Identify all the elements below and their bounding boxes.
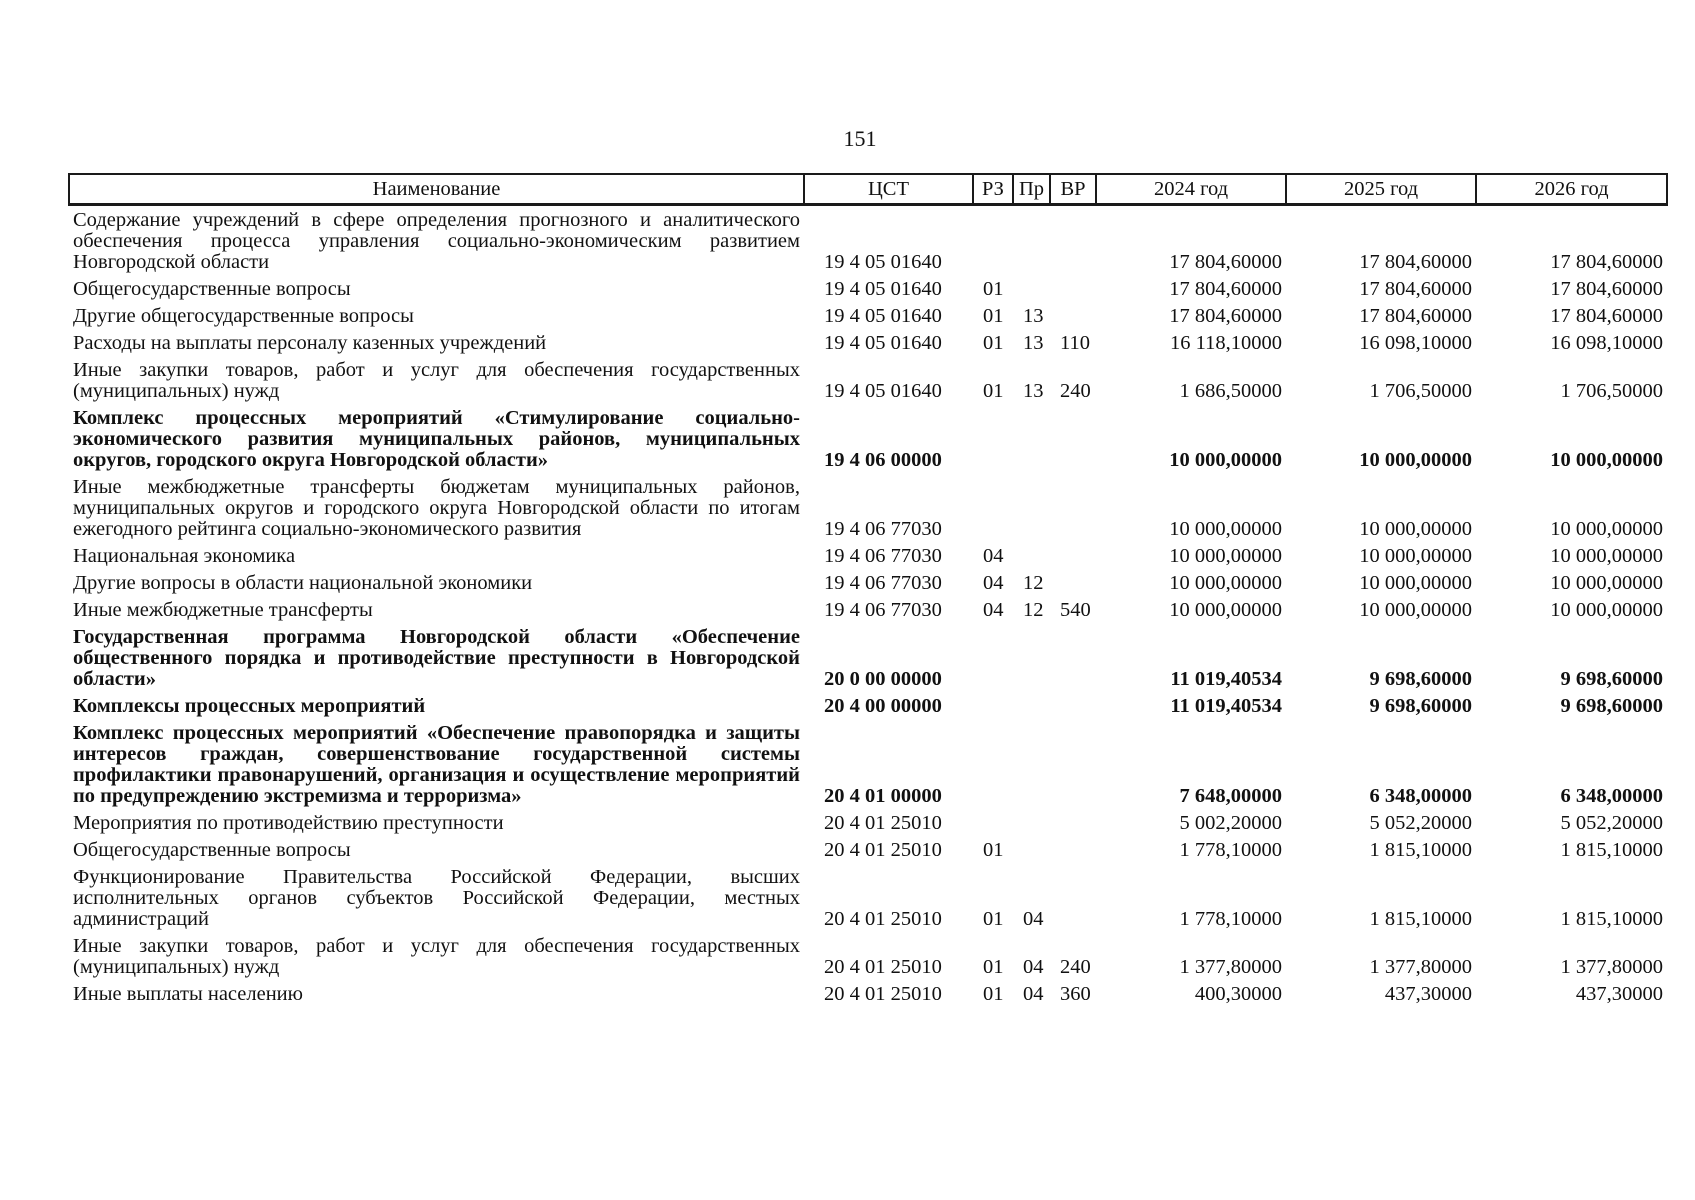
row-2026: 17 804,60000 [1550, 278, 1663, 300]
row-vr [1050, 567, 1096, 594]
row-pr [1013, 690, 1050, 717]
row-pr: 13 [1023, 380, 1044, 402]
table-row [69, 621, 1667, 690]
row-2024: 17 804,60000 [1169, 305, 1282, 327]
row-2025: 5 052,20000 [1369, 812, 1472, 834]
row-rz: 04 [983, 599, 1004, 621]
row-name: Мероприятия по противодействию преступности [73, 812, 504, 834]
row-2025: 10 000,00000 [1359, 449, 1472, 471]
row-2026: 9 698,60000 [1560, 695, 1663, 717]
row-rz [973, 471, 1013, 540]
row-pr [1013, 205, 1050, 274]
row-vr [1050, 540, 1096, 567]
row-cst: 19 4 06 77030 [824, 518, 942, 540]
table-row [69, 717, 1667, 807]
row-cst: 19 4 06 77030 [824, 545, 942, 567]
table-row [69, 205, 1667, 274]
row-pr [1013, 717, 1050, 807]
row-2024: 1 377,80000 [1179, 956, 1282, 978]
row-rz: 01 [983, 305, 1004, 327]
row-pr [1013, 621, 1050, 690]
row-2026: 6 348,00000 [1560, 785, 1663, 807]
table-row [69, 930, 1667, 978]
row-vr [1050, 300, 1096, 327]
row-2024: 10 000,00000 [1169, 449, 1282, 471]
column-header-2025: 2025 год [1286, 174, 1476, 205]
row-2024: 1 778,10000 [1179, 908, 1282, 930]
row-2024: 1 686,50000 [1179, 380, 1282, 402]
row-rz: 01 [983, 278, 1004, 300]
row-2026: 17 804,60000 [1550, 305, 1663, 327]
table-row [69, 540, 1667, 567]
row-pr [1013, 834, 1050, 861]
row-2024: 10 000,00000 [1169, 518, 1282, 540]
row-2024: 400,30000 [1194, 983, 1282, 1005]
row-2024: 10 000,00000 [1169, 599, 1282, 621]
row-vr: 110 [1060, 332, 1090, 354]
table-row [69, 471, 1667, 540]
table-row [69, 978, 1667, 1005]
row-name: Иные закупки товаров, работ и услуг для обеспечения государственных (муниципальных) нужд [73, 935, 800, 978]
row-cst: 19 4 05 01640 [824, 332, 942, 354]
row-vr [1050, 807, 1096, 834]
row-rz: 01 [983, 908, 1004, 930]
row-pr: 12 [1023, 599, 1044, 621]
table-header-row [69, 174, 1667, 205]
column-header-2026: 2026 год [1476, 174, 1667, 205]
row-2025: 9 698,60000 [1369, 668, 1472, 690]
row-2026: 437,30000 [1575, 983, 1663, 1005]
row-cst: 19 4 05 01640 [824, 305, 942, 327]
row-name: Общегосударственные вопросы [73, 839, 351, 861]
row-vr [1050, 273, 1096, 300]
row-2024: 11 019,40534 [1170, 695, 1282, 717]
row-cst: 19 4 06 77030 [824, 599, 942, 621]
row-name: Содержание учреждений в сфере определения прогнозного и аналитического обеспечения процесса управления социально-экономическим развитием Новгородской области [73, 209, 800, 273]
row-name: Общегосударственные вопросы [73, 278, 351, 300]
row-rz [973, 690, 1013, 717]
budget-table [68, 173, 1668, 1005]
row-name: Комплексы процессных мероприятий [73, 695, 426, 717]
row-rz [973, 402, 1013, 471]
row-vr: 240 [1060, 956, 1091, 978]
row-2026: 10 000,00000 [1550, 545, 1663, 567]
row-2025: 17 804,60000 [1359, 278, 1472, 300]
row-vr [1050, 621, 1096, 690]
column-header-rz: РЗ [973, 174, 1013, 205]
row-2025: 10 000,00000 [1359, 599, 1472, 621]
row-name: Расходы на выплаты персоналу казенных учреждений [73, 332, 547, 354]
row-rz: 01 [983, 983, 1004, 1005]
row-cst: 19 4 05 01640 [824, 380, 942, 402]
row-2024: 11 019,40534 [1170, 668, 1282, 690]
row-2025: 1 815,10000 [1369, 908, 1472, 930]
row-name: Иные закупки товаров, работ и услуг для обеспечения государственных (муниципальных) нужд [73, 359, 800, 402]
row-2024: 5 002,20000 [1179, 812, 1282, 834]
table-row [69, 327, 1667, 354]
row-2024: 10 000,00000 [1169, 572, 1282, 594]
row-pr: 13 [1023, 305, 1044, 327]
row-2024: 1 778,10000 [1179, 839, 1282, 861]
row-2026: 16 098,10000 [1550, 332, 1663, 354]
row-2026: 5 052,20000 [1560, 812, 1663, 834]
row-vr [1050, 717, 1096, 807]
row-pr: 04 [1023, 908, 1044, 930]
row-2024: 17 804,60000 [1169, 251, 1282, 273]
row-rz [973, 621, 1013, 690]
row-vr [1050, 205, 1096, 274]
row-2024: 10 000,00000 [1169, 545, 1282, 567]
row-2024: 7 648,00000 [1179, 785, 1282, 807]
column-header-pr: Пр [1013, 174, 1050, 205]
row-2026: 1 815,10000 [1560, 839, 1663, 861]
row-name: Иные межбюджетные трансферты [73, 599, 373, 621]
row-rz: 01 [983, 332, 1004, 354]
table-row [69, 402, 1667, 471]
row-pr: 04 [1023, 956, 1044, 978]
row-2025: 1 815,10000 [1369, 839, 1472, 861]
row-name: Другие вопросы в области национальной экономики [73, 572, 533, 594]
row-rz: 04 [983, 572, 1004, 594]
row-cst: 19 4 06 00000 [824, 449, 942, 471]
row-cst: 20 4 01 25010 [824, 812, 942, 834]
row-rz: 01 [983, 956, 1004, 978]
row-2025: 437,30000 [1384, 983, 1472, 1005]
row-pr [1013, 273, 1050, 300]
column-header-2024: 2024 год [1096, 174, 1286, 205]
row-2024: 17 804,60000 [1169, 278, 1282, 300]
row-vr [1050, 402, 1096, 471]
row-vr [1050, 471, 1096, 540]
row-pr [1013, 402, 1050, 471]
row-pr [1013, 471, 1050, 540]
row-2026: 10 000,00000 [1550, 449, 1663, 471]
row-name: Иные межбюджетные трансферты бюджетам муниципальных районов, муниципальных округов и городского округа Новгородской области по итогам ежегодного рейтинга социально-экономического развития [73, 476, 800, 540]
row-cst: 20 4 01 25010 [824, 908, 942, 930]
row-2025: 10 000,00000 [1359, 545, 1472, 567]
row-cst: 19 4 05 01640 [824, 251, 942, 273]
row-cst: 20 4 00 00000 [824, 695, 942, 717]
row-2026: 1 706,50000 [1560, 380, 1663, 402]
table-row [69, 834, 1667, 861]
row-pr: 04 [1023, 983, 1044, 1005]
row-name: Функционирование Правительства Российской Федерации, высших исполнительных органов субъектов Российской Федерации, местных администраций [73, 866, 800, 930]
row-2025: 10 000,00000 [1359, 518, 1472, 540]
row-2025: 17 804,60000 [1359, 305, 1472, 327]
row-2024: 16 118,10000 [1170, 332, 1282, 354]
row-rz: 01 [983, 839, 1004, 861]
row-pr [1013, 807, 1050, 834]
row-pr [1013, 540, 1050, 567]
row-vr: 240 [1060, 380, 1091, 402]
table-row [69, 273, 1667, 300]
table-row [69, 594, 1667, 621]
column-header-cst: ЦСТ [804, 174, 973, 205]
row-vr: 540 [1060, 599, 1091, 621]
row-cst: 19 4 05 01640 [824, 278, 942, 300]
row-2026: 1 815,10000 [1560, 908, 1663, 930]
row-cst: 20 0 00 00000 [824, 668, 942, 690]
row-rz [973, 807, 1013, 834]
row-2025: 1 706,50000 [1369, 380, 1472, 402]
row-2026: 9 698,60000 [1560, 668, 1663, 690]
row-2025: 16 098,10000 [1359, 332, 1472, 354]
table-row [69, 567, 1667, 594]
row-pr: 13 [1023, 332, 1044, 354]
row-2026: 1 377,80000 [1560, 956, 1663, 978]
row-cst: 20 4 01 25010 [824, 983, 942, 1005]
row-name: Национальная экономика [73, 545, 296, 567]
row-cst: 20 4 01 25010 [824, 956, 942, 978]
row-rz [973, 205, 1013, 274]
row-2025: 1 377,80000 [1369, 956, 1472, 978]
table-row [69, 690, 1667, 717]
page-number: 151 [843, 126, 877, 151]
row-name: Иные выплаты населению [73, 983, 303, 1005]
row-vr [1050, 861, 1096, 930]
row-2026: 17 804,60000 [1550, 251, 1663, 273]
row-vr [1050, 690, 1096, 717]
row-2025: 10 000,00000 [1359, 572, 1472, 594]
table-row [69, 354, 1667, 402]
row-2026: 10 000,00000 [1550, 599, 1663, 621]
row-cst: 19 4 06 77030 [824, 572, 942, 594]
row-2025: 9 698,60000 [1369, 695, 1472, 717]
row-2026: 10 000,00000 [1550, 518, 1663, 540]
table-row [69, 861, 1667, 930]
row-2026: 10 000,00000 [1550, 572, 1663, 594]
row-name: Комплекс процессных мероприятий «Стимулирование социально-экономического развития муниципальных районов, муниципальных округов, городского округа Новгородской области» [73, 407, 800, 471]
row-name: Другие общегосударственные вопросы [73, 305, 414, 327]
row-rz: 01 [983, 380, 1004, 402]
row-vr: 360 [1060, 983, 1091, 1005]
row-name: Государственная программа Новгородской области «Обеспечение общественного порядка и противодействие преступности в Новгородской области» [73, 626, 800, 690]
row-rz: 04 [983, 545, 1004, 567]
column-header-name: Наименование [69, 174, 804, 205]
row-2025: 17 804,60000 [1359, 251, 1472, 273]
table-row [69, 807, 1667, 834]
row-vr [1050, 834, 1096, 861]
row-pr: 12 [1023, 572, 1044, 594]
row-cst: 20 4 01 25010 [824, 839, 942, 861]
row-rz [973, 717, 1013, 807]
column-header-vr: ВР [1050, 174, 1096, 205]
row-cst: 20 4 01 00000 [824, 785, 942, 807]
table-row [69, 300, 1667, 327]
row-2025: 6 348,00000 [1369, 785, 1472, 807]
row-name: Комплекс процессных мероприятий «Обеспечение правопорядка и защиты интересов граждан, совершенствование государственной системы профилактики правонарушений, организация и осуществление мероприятий по предупреждению экстремизма и терроризма» [73, 722, 800, 807]
